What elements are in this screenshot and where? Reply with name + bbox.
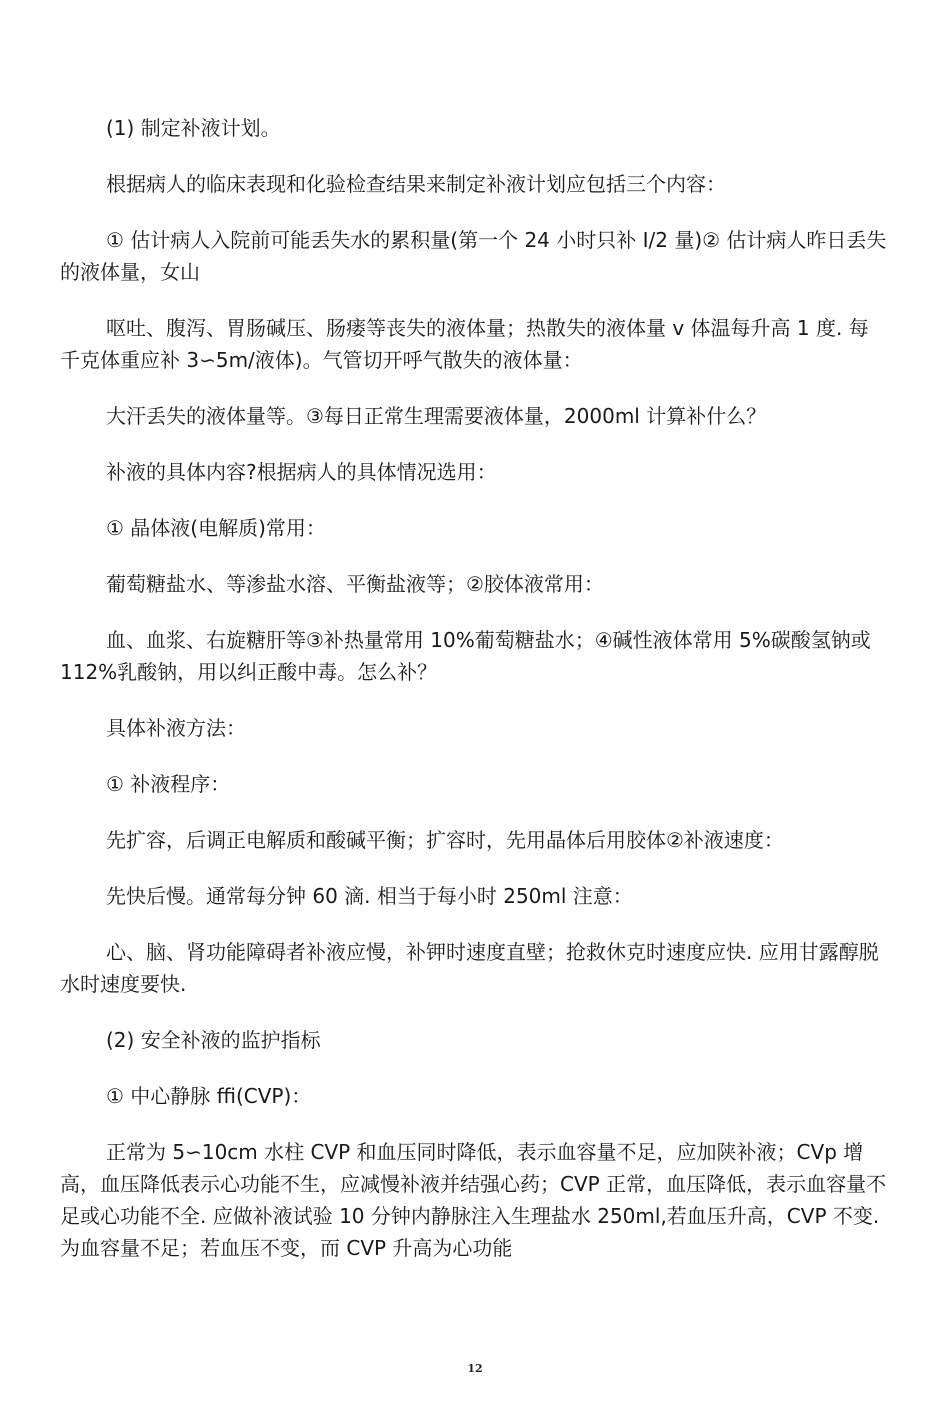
paragraph: 补液的具体内容?根据病人的具体情况选用：: [106, 460, 497, 484]
paragraph: 大汗丢失的液体量等。③每日正常生理需要液体量，2000ml 计算补什么？: [106, 404, 767, 428]
heading-fluid-plan: (1) 制定补液计划。: [106, 116, 281, 140]
paragraph: 呕吐、腹泻、胃肠碱压、肠瘘等丧失的液体量；热散失的液体量 v 体温每升高 1 度. 每千克体重应补 3∽5m/液体)。气管切开呼气散失的液体量：: [60, 316, 869, 372]
heading-monitoring: (2) 安全补液的监护指标: [106, 1028, 321, 1052]
paragraph: ① 中心静脉 ffi(CVP)：: [106, 1084, 312, 1108]
paragraph: 正常为 5∽10cm 水柱 CVP 和血压同时降低，表示血容量不足，应加陕补液；CVp 增高，血压降低表示心功能不生，应减慢补液并结强心药；CVP 正常，血压降低，表示血容量不足或心功能不全. 应做补液试验 10 分钟内静脉注入生理盐水 250ml,若血压升高，CVP 不变. 为血容量不足；若血压不变，而 CVP 升高为心功能: [60, 1140, 887, 1260]
paragraph: 葡萄糖盐水、等渗盐水溶、平衡盐液等；②胶体液常用：: [106, 572, 604, 596]
paragraph: 根据病人的临床表现和化验检查结果来制定补液计划应包括三个内容：: [106, 172, 726, 196]
paragraph: ① 补液程序：: [106, 772, 231, 796]
document-body: [60, 112, 888, 1288]
paragraph: 心、脑、肾功能障碍者补液应慢，补钾时速度直壁；抢救休克时速度应快. 应用甘露醇脱水时速度要快.: [60, 940, 879, 996]
paragraph: 先扩容，后调正电解质和酸碱平衡；扩容时，先用晶体后用胶体②补液速度：: [106, 828, 784, 852]
paragraph: ① 晶体液(电解质)常用：: [106, 516, 326, 540]
page-number: 12: [467, 1362, 483, 1375]
paragraph: 先快后慢。通常每分钟 60 滴. 相当于每小时 250ml 注意：: [106, 884, 633, 908]
paragraph: 具体补液方法：: [106, 716, 246, 740]
paragraph: ① 估计病人入院前可能丢失水的累积量(第一个 24 小时只补 I/2 量)② 估计病人昨日丢失的液体量，女山: [60, 228, 887, 284]
paragraph: 血、血浆、右旋糖肝等③补热量常用 10%葡萄糖盐水；④碱性液体常用 5%碳酸氢钠或 112%乳酸钠，用以纠正酸中毒。怎么补？: [60, 628, 871, 684]
